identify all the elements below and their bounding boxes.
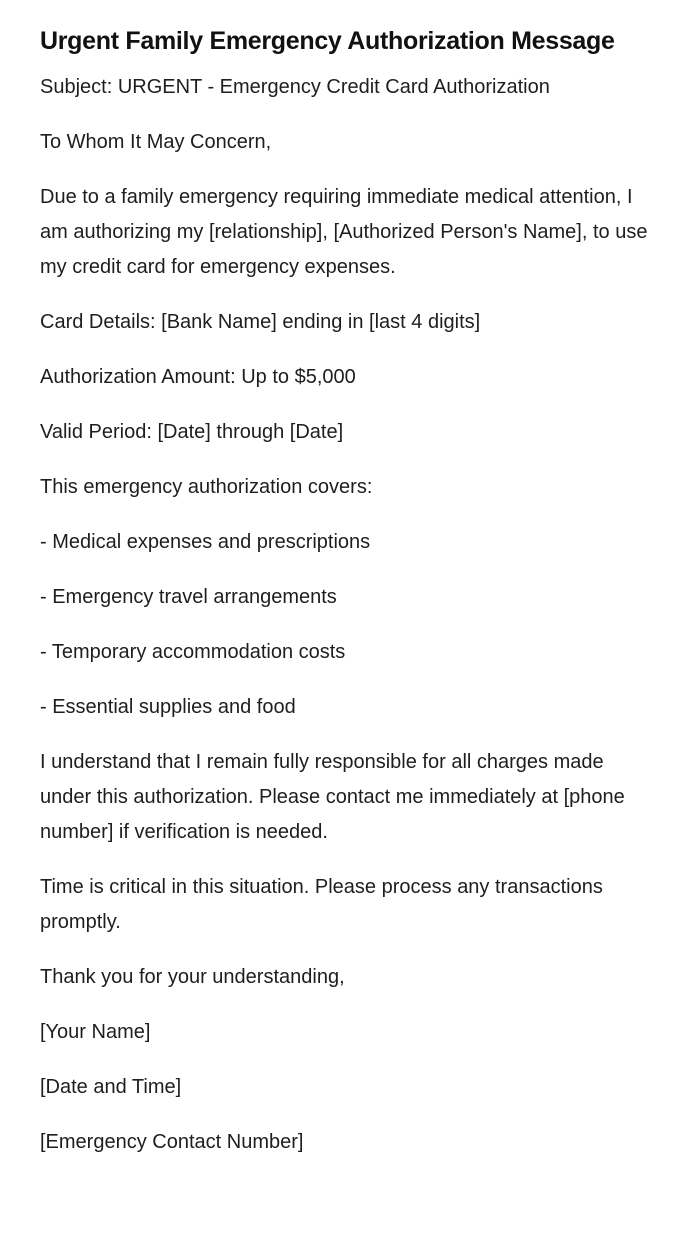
salutation: To Whom It May Concern,	[40, 131, 272, 153]
closing-line: Thank you for your understanding,	[40, 966, 345, 988]
urgency-paragraph: Time is critical in this situation. Please process any transactions promptly.	[40, 876, 603, 933]
coverage-item: - Temporary accommodation costs	[40, 641, 346, 663]
card-details: Card Details: [Bank Name] ending in [last 4 digits]	[40, 311, 481, 333]
document	[40, 22, 660, 1180]
signature-name: [Your Name]	[40, 1021, 151, 1043]
responsibility-paragraph: I understand that I remain fully responsible for all charges made under this authorization. Please contact me immediately at [phone number] if verification is needed.	[40, 751, 625, 843]
coverage-item: - Medical expenses and prescriptions	[40, 531, 371, 553]
signature-contact: [Emergency Contact Number]	[40, 1131, 304, 1153]
coverage-item: - Emergency travel arrangements	[40, 586, 337, 608]
page-title: Urgent Family Emergency Authorization Message	[40, 27, 615, 55]
coverage-item: - Essential supplies and food	[40, 696, 296, 718]
signature-date: [Date and Time]	[40, 1076, 182, 1098]
intro-paragraph: Due to a family emergency requiring immediate medical attention, I am authorizing my [relationship], [Authorized Person's Name], to use my credit card for emergency expenses.	[40, 186, 648, 278]
coverage-intro: This emergency authorization covers:	[40, 476, 373, 498]
valid-period: Valid Period: [Date] through [Date]	[40, 421, 344, 443]
subject-line: Subject: URGENT - Emergency Credit Card Authorization	[40, 76, 550, 98]
authorization-amount: Authorization Amount: Up to $5,000	[40, 366, 356, 388]
